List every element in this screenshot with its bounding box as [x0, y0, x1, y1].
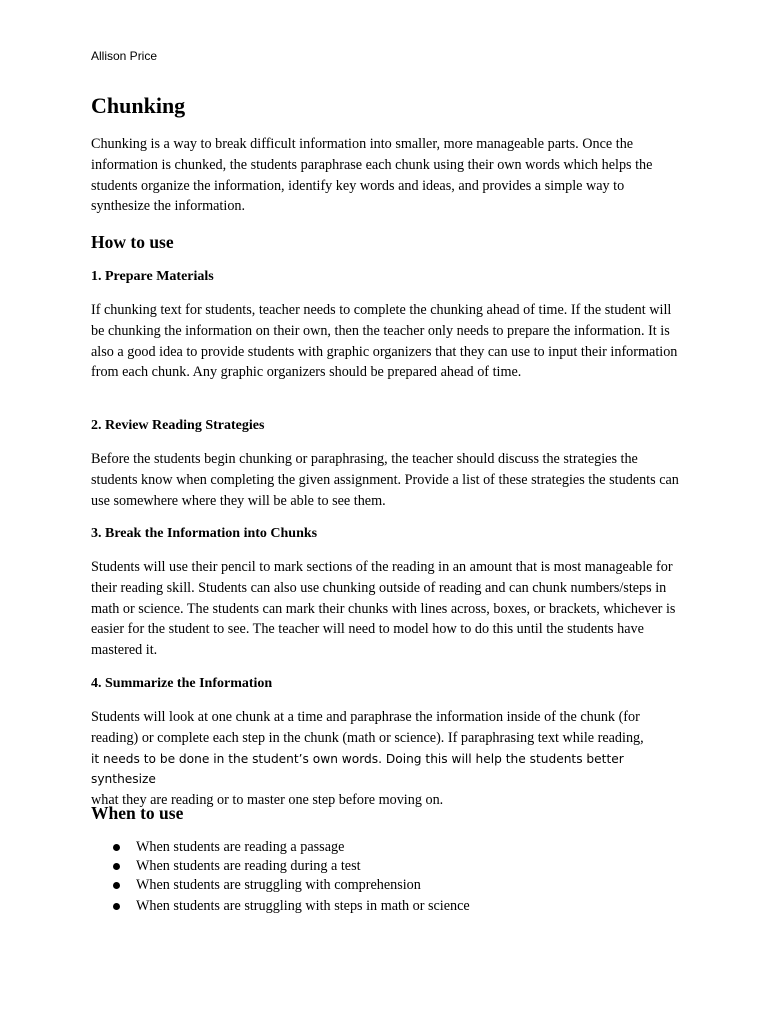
step-4-text: [91, 707, 683, 811]
bullet-icon: [113, 882, 120, 889]
step-2-text: Before the students begin chunking or paraphrasing, the teacher should discuss the strategies the students know when completing the given assignment. Provide a list of these strategies the students can use somewhere where they will be able to see them.: [91, 451, 679, 509]
step-1-heading: 1. Prepare Materials: [91, 269, 214, 284]
list-item-text: When students are reading during a test: [136, 858, 361, 874]
when-to-use-heading: When to use: [91, 803, 184, 823]
step-1-text: If chunking text for students, teacher needs to complete the chunking ahead of time. If the student will be chunking the information on their own, then the teacher only needs to prepare the information. It is also a good idea to provide students with graphic organizers that they can use to input their information from each chunk. Any graphic organizers should be prepared ahead of time.: [91, 302, 678, 381]
step-3-text: Students will use their pencil to mark sections of the reading in an amount that is most manageable for their reading skill. Students can also use chunking outside of reading and can chunk numbers/steps in math or science. The students can mark their chunks with lines across, boxes, or brackets, whichever is easier for the student to see. The teacher will need to model how to do this until the students have mastered it.: [91, 559, 676, 659]
when-to-use-list: [91, 838, 470, 916]
step-2-heading: 2. Review Reading Strategies: [91, 418, 265, 433]
step-4-text-part1: Students will look at one chunk at a time and paraphrase the information inside of the chunk (for reading) or complete each step in the chunk (math or science). If paraphrasing text while reading,: [91, 709, 644, 746]
list-item: [91, 838, 470, 857]
list-item: [91, 876, 470, 895]
bullet-icon: [113, 903, 120, 910]
bullet-icon: [113, 844, 120, 851]
how-to-use-heading: How to use: [91, 232, 174, 252]
author-name: Allison Price: [91, 49, 158, 63]
bullet-icon: [113, 863, 120, 870]
list-item: [91, 897, 470, 916]
step-4-heading: 4. Summarize the Information: [91, 676, 273, 691]
list-item-text: When students are struggling with comprehension: [136, 877, 421, 893]
step-4-text-part2: it needs to be done in the student’s own words. Doing this will help the students better synthesize: [91, 751, 624, 787]
list-item-text: When students are reading a passage: [136, 839, 345, 855]
step-3-heading: 3. Break the Information into Chunks: [91, 526, 318, 541]
step-4-text-part3: what they are reading or to master one step before moving on.: [91, 792, 444, 809]
intro-paragraph: Chunking is a way to break difficult information into smaller, more manageable parts. Once the information is chunked, the students paraphrase each chunk using their own words which helps the students organize the information, identify key words and ideas, and provides a simple way to synthesize the information.: [91, 136, 653, 215]
document-title: Chunking: [91, 93, 186, 118]
list-item-text: When students are struggling with steps in math or science: [136, 898, 470, 914]
list-item: [91, 857, 470, 876]
